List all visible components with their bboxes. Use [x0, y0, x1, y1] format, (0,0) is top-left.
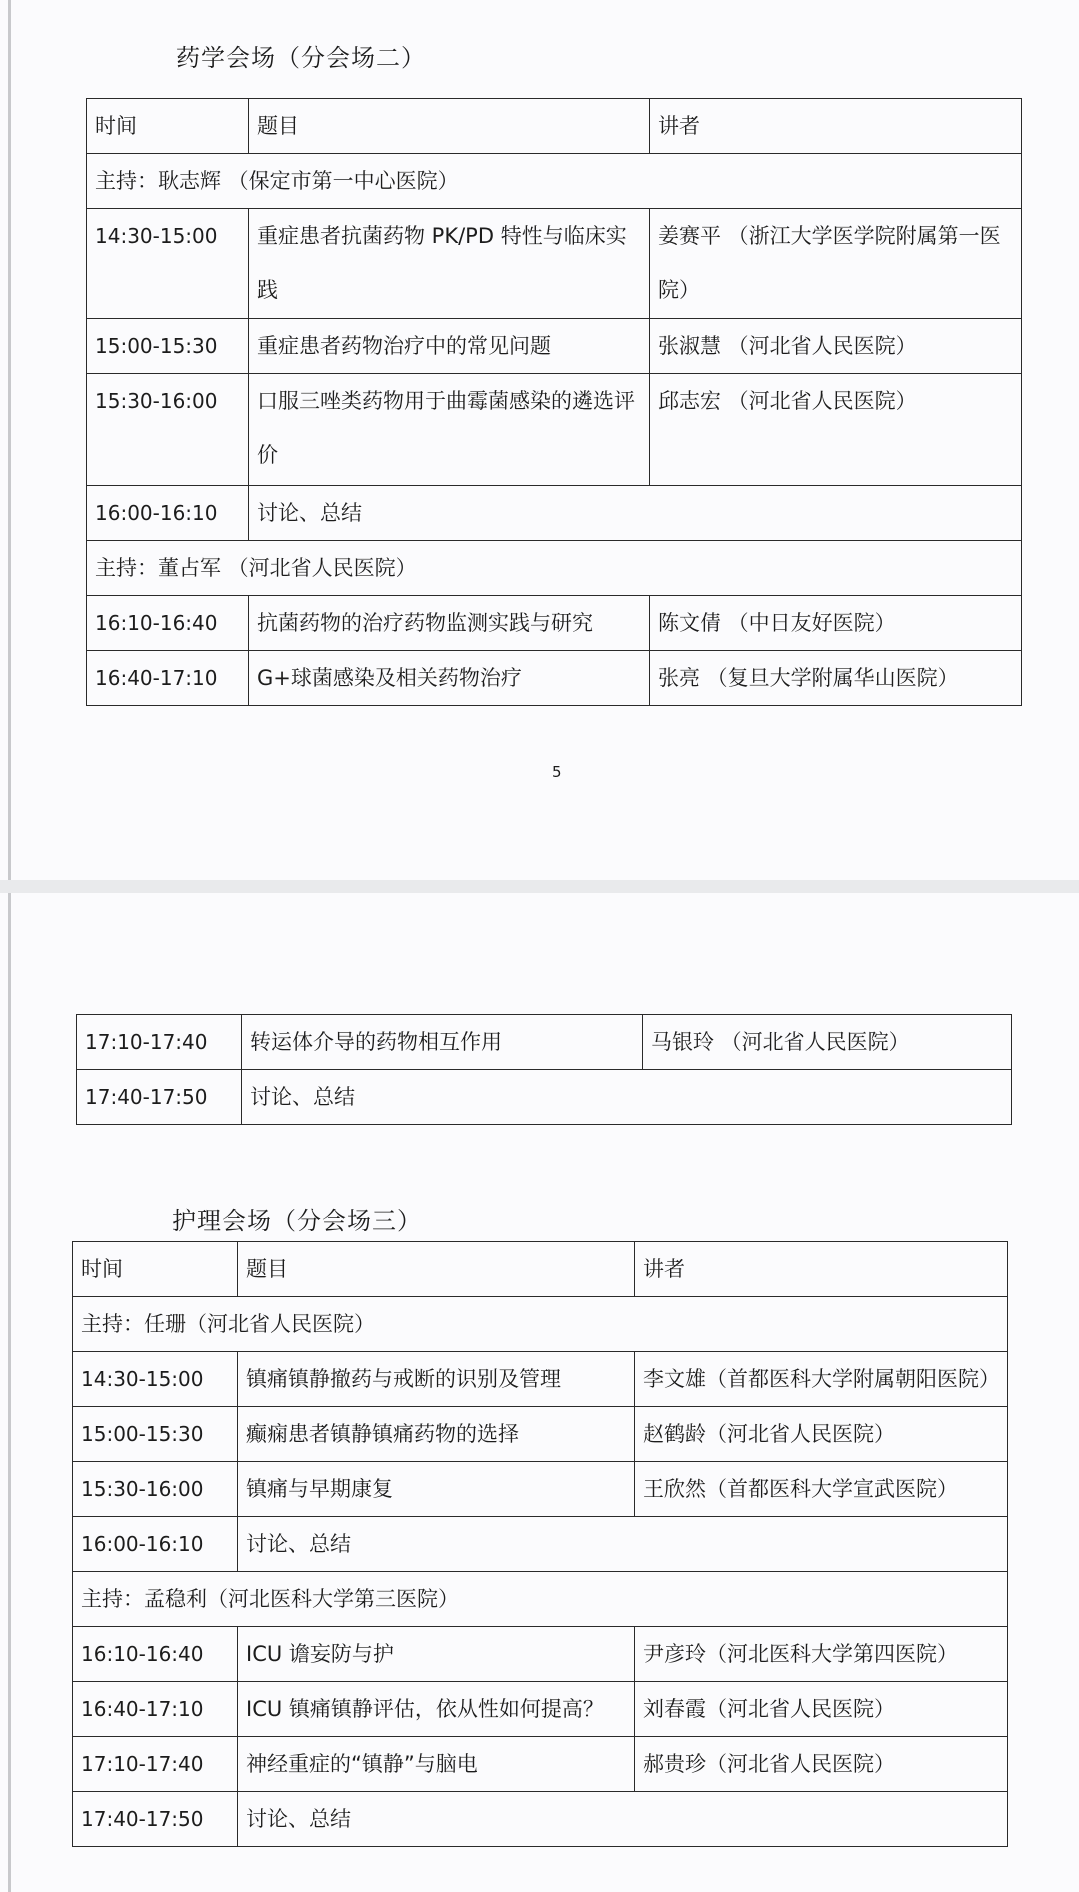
host-row: [73, 1297, 1008, 1352]
row-topic: 口服三唑类药物用于曲霉菌感染的遴选评价: [249, 374, 650, 486]
page-number: 5: [552, 763, 562, 781]
row-speaker: 郝贵珍（河北省人民医院）: [635, 1737, 1008, 1792]
pharmacy-session-heading: 药学会场（分会场二）: [176, 44, 426, 72]
row-topic: G+球菌感染及相关药物治疗: [249, 651, 650, 706]
table-row: [87, 374, 1022, 486]
table-row: [73, 1792, 1008, 1847]
table-row: [77, 1070, 1012, 1125]
row-speaker: 王欣然（首都医科大学宣武医院）: [635, 1462, 1008, 1517]
row-speaker: 张淑慧 （河北省人民医院）: [650, 319, 1022, 374]
row-time: 15:00-15:30: [73, 1407, 238, 1462]
host-row: [73, 1572, 1008, 1627]
row-time: 15:00-15:30: [87, 319, 249, 374]
document-page-6: [0, 893, 1079, 1892]
row-time: 14:30-15:00: [73, 1352, 238, 1407]
table-row: [73, 1407, 1008, 1462]
row-time: 17:10-17:40: [77, 1015, 242, 1070]
row-time: 17:40-17:50: [77, 1070, 242, 1125]
row-topic: 讨论、总结: [238, 1792, 1008, 1847]
header-time: 时间: [87, 99, 249, 154]
row-time: 15:30-16:00: [87, 374, 249, 486]
table-row: [87, 596, 1022, 651]
pharmacy-schedule-table-continued: [76, 1014, 1012, 1125]
page-edge: [8, 0, 11, 880]
table-row: [73, 1627, 1008, 1682]
table-row: [87, 486, 1022, 541]
document-page-5: [0, 0, 1079, 880]
header-topic: 题目: [249, 99, 650, 154]
row-time: 16:00-16:10: [73, 1517, 238, 1572]
table-row: [73, 1352, 1008, 1407]
row-speaker: 刘春霞（河北省人民医院）: [635, 1682, 1008, 1737]
row-topic: 讨论、总结: [242, 1070, 1012, 1125]
row-topic: 重症患者抗菌药物 PK/PD 特性与临床实践: [249, 209, 650, 319]
row-time: 16:00-16:10: [87, 486, 249, 541]
row-speaker: 马银玲 （河北省人民医院）: [643, 1015, 1012, 1070]
row-topic: 重症患者药物治疗中的常见问题: [249, 319, 650, 374]
table-header-row: [73, 1242, 1008, 1297]
row-topic: 讨论、总结: [238, 1517, 1008, 1572]
row-topic: 镇痛镇静撤药与戒断的识别及管理: [238, 1352, 635, 1407]
row-topic: ICU 谵妄防与护: [238, 1627, 635, 1682]
host-label: 主持：耿志辉 （保定市第一中心医院）: [87, 154, 1022, 209]
table-row: [87, 319, 1022, 374]
row-time: 16:10-16:40: [87, 596, 249, 651]
row-time: 16:40-17:10: [73, 1682, 238, 1737]
table-row: [87, 209, 1022, 319]
row-time: 16:40-17:10: [87, 651, 249, 706]
row-speaker: 张亮 （复旦大学附属华山医院）: [650, 651, 1022, 706]
row-topic: 抗菌药物的治疗药物监测实践与研究: [249, 596, 650, 651]
header-time: 时间: [73, 1242, 238, 1297]
page-edge: [8, 893, 11, 1892]
table-row: [77, 1015, 1012, 1070]
row-topic: 讨论、总结: [249, 486, 1022, 541]
row-topic: 癫痫患者镇静镇痛药物的选择: [238, 1407, 635, 1462]
row-time: 17:10-17:40: [73, 1737, 238, 1792]
host-label: 主持：任珊（河北省人民医院）: [73, 1297, 1008, 1352]
pharmacy-schedule-table: [86, 98, 1022, 706]
row-time: 15:30-16:00: [73, 1462, 238, 1517]
nursing-schedule-table: [72, 1241, 1008, 1847]
host-label: 主持：孟稳利（河北医科大学第三医院）: [73, 1572, 1008, 1627]
row-speaker: 赵鹤龄（河北省人民医院）: [635, 1407, 1008, 1462]
nursing-session-heading: 护理会场（分会场三）: [172, 1207, 422, 1235]
header-speaker: 讲者: [650, 99, 1022, 154]
row-topic: 神经重症的“镇静”与脑电: [238, 1737, 635, 1792]
row-time: 14:30-15:00: [87, 209, 249, 319]
row-topic: 转运体介导的药物相互作用: [242, 1015, 643, 1070]
table-header-row: [87, 99, 1022, 154]
header-speaker: 讲者: [635, 1242, 1008, 1297]
table-row: [73, 1682, 1008, 1737]
row-speaker: 尹彦玲（河北医科大学第四医院）: [635, 1627, 1008, 1682]
row-time: 17:40-17:50: [73, 1792, 238, 1847]
table-row: [73, 1462, 1008, 1517]
table-row: [87, 651, 1022, 706]
table-row: [73, 1517, 1008, 1572]
header-topic: 题目: [238, 1242, 635, 1297]
table-row: [73, 1737, 1008, 1792]
row-time: 16:10-16:40: [73, 1627, 238, 1682]
row-speaker: 李文雄（首都医科大学附属朝阳医院）: [635, 1352, 1008, 1407]
host-row: [87, 541, 1022, 596]
row-speaker: 陈文倩 （中日友好医院）: [650, 596, 1022, 651]
host-label: 主持：董占军 （河北省人民医院）: [87, 541, 1022, 596]
row-speaker: 姜赛平 （浙江大学医学院附属第一医院）: [650, 209, 1022, 319]
row-topic: ICU 镇痛镇静评估，依从性如何提高？: [238, 1682, 635, 1737]
host-row: [87, 154, 1022, 209]
row-topic: 镇痛与早期康复: [238, 1462, 635, 1517]
row-speaker: 邱志宏 （河北省人民医院）: [650, 374, 1022, 486]
